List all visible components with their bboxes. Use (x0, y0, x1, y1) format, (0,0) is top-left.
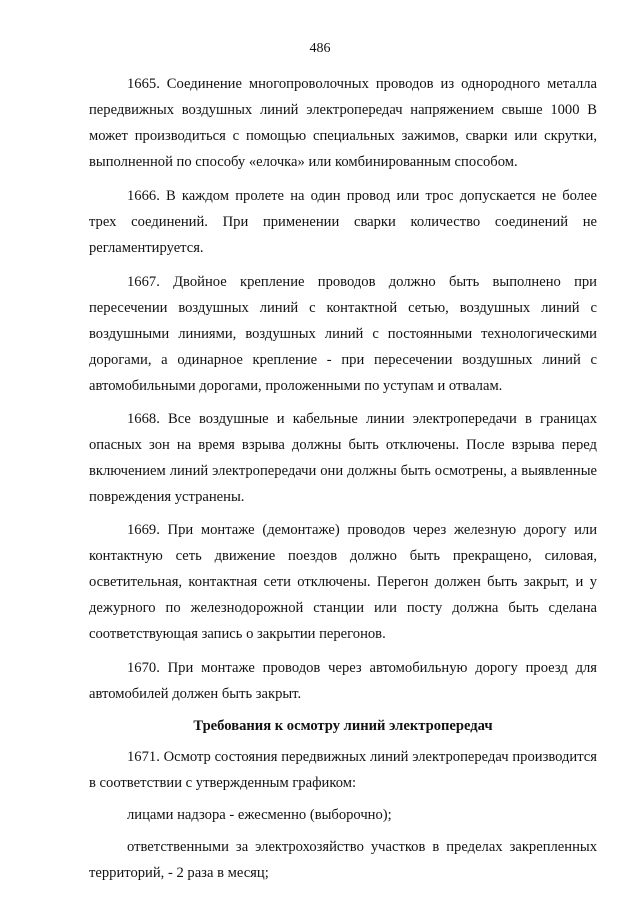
paragraph-1666: 1666. В каждом пролете на один провод или трос допускается не более трех соединений. При применении сварки количество соединений не регламентируется. (89, 188, 597, 256)
paragraph-1668: 1668. Все воздушные и кабельные линии электропередачи в границах опасных зон на время взрыва должны быть отключены. После взрыва перед включением линий электропередачи они должны быть осмотрены, а выявленные повреждения устранены. (89, 411, 597, 505)
document-body (89, 71, 597, 892)
paragraph-1670: 1670. При монтаже проводов через автомобильную дорогу проезд для автомобилей должен быть закрыт. (89, 660, 597, 702)
section-heading: Требования к осмотру линий электропередач (193, 718, 493, 734)
paragraph-1671: 1671. Осмотр состояния передвижных линий электропередач производится в соответствии с утвержденным графиком: (89, 749, 597, 791)
paragraph-1667: 1667. Двойное крепление проводов должно быть выполнено при пересечении воздушных линий с контактной сетью, воздушных линий с воздушными линиями, воздушных линий с постоянными технологическими дорогами, а одинарное крепление - при пересечении воздушных линий с автомобильными дорогами, проложенными по уступам и отвалам. (89, 274, 597, 394)
list-item: лицами надзора - ежесменно (выборочно); (127, 807, 392, 823)
paragraph-1669: 1669. При монтаже (демонтаже) проводов через железную дорогу или контактную сеть движение поездов должно быть прекращено, силовая, осветительная, контактная сети отключены. Перегон должен быть закрыт, и у дежурного по железнодорожной станции или посту должна быть сделана соответствующая запись о закрытии перегонов. (89, 522, 597, 642)
list-item: ответственными за электрохозяйство участков в пределах закрепленных территорий, - 2 раза в месяц; (89, 839, 597, 881)
page-number: 486 (309, 41, 331, 56)
paragraph-1665: 1665. Соединение многопроволочных проводов из однородного металла передвижных воздушных линий электропередач напряжением свыше 1000 В может производиться с помощью специальных зажимов, сварки или скрутки, выполненной по способу «елочка» или комбинированным способом. (89, 76, 597, 170)
